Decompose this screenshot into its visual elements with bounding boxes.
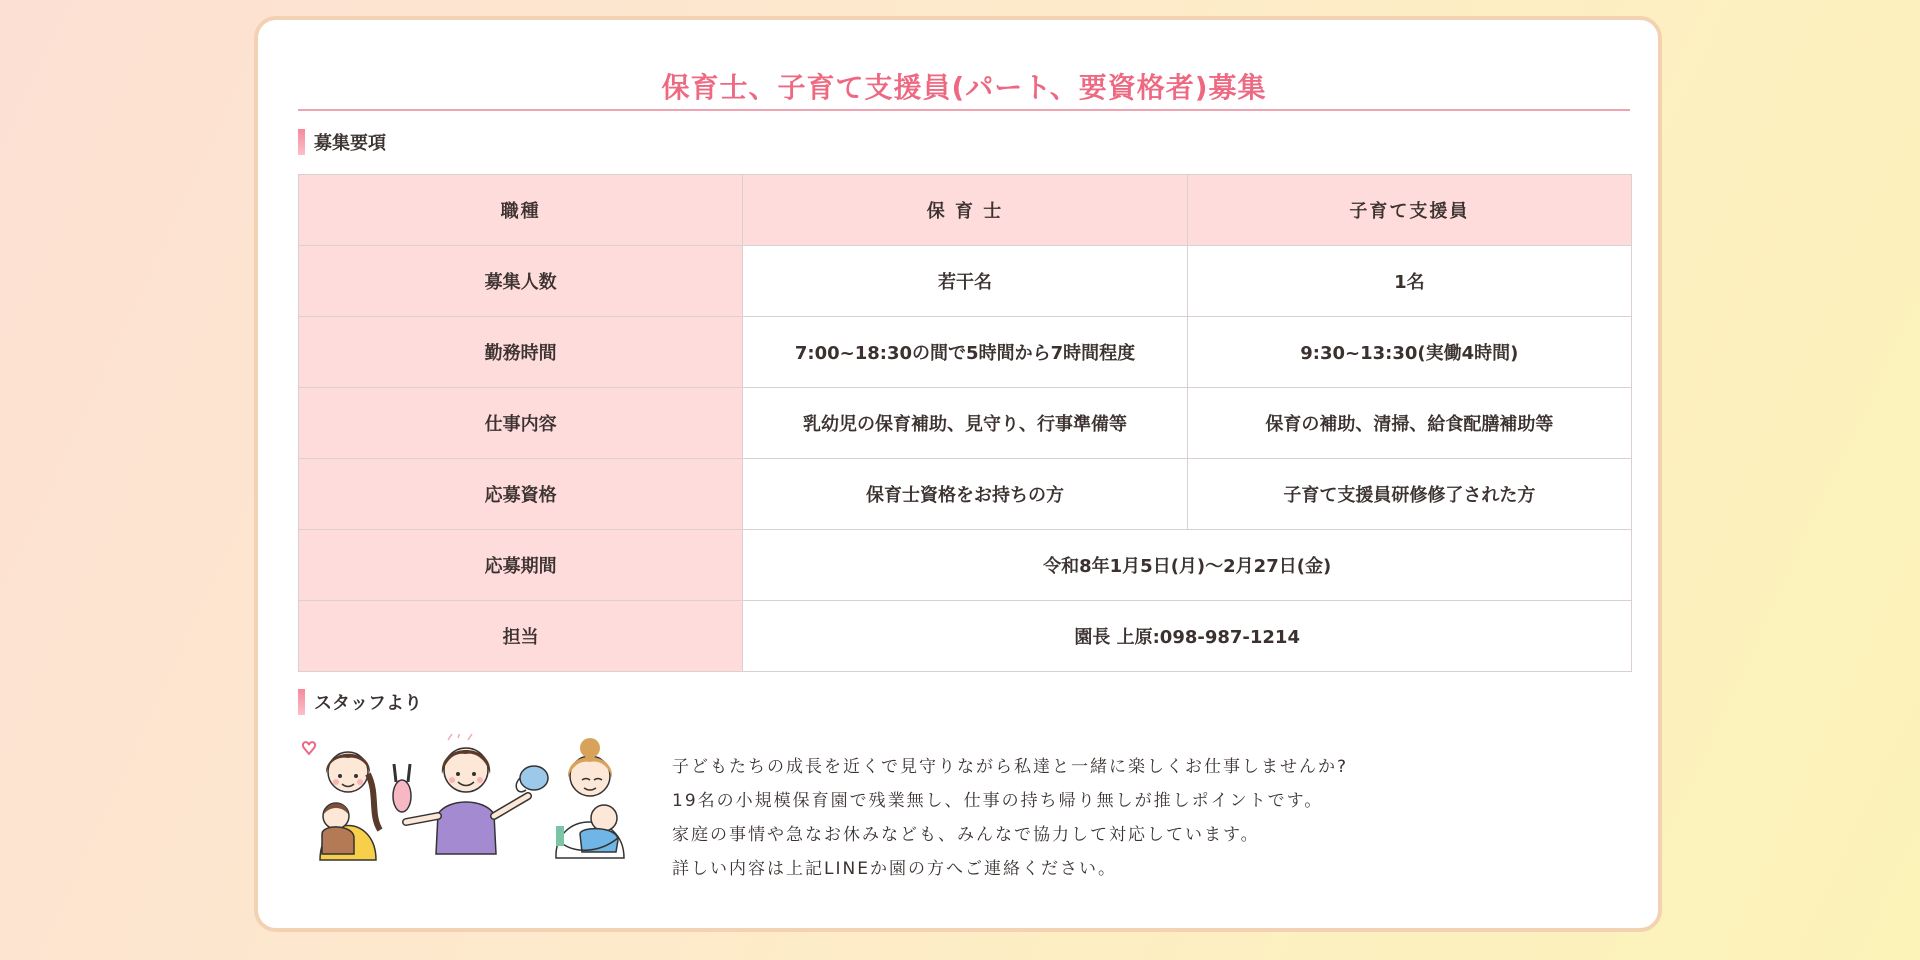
table-header-row: [299, 175, 1632, 246]
table-row: [299, 246, 1632, 317]
table-row: [299, 388, 1632, 459]
page-title: 保育士、子育て支援員(パート、要資格者)募集: [661, 71, 1267, 104]
table-header-cell: 保 育 士: [743, 175, 1187, 246]
mother-with-baby: [556, 738, 624, 858]
contact-cell: 園長 上原:098-987-1214: [743, 601, 1632, 672]
table-row: [299, 459, 1632, 530]
section-heading-label: スタッフより: [314, 693, 422, 714]
message-line: 19名の小規模保育園で残業無し、仕事の持ち帰り無しが推しポイントです。: [672, 791, 1324, 811]
title-divider: [298, 109, 1630, 111]
message-line: 家庭の事情や急なお休みなども、みんなで協力して対応しています。: [672, 825, 1260, 845]
heading-accent-bar: [298, 129, 305, 155]
row-label: 応募期間: [299, 530, 743, 601]
row-label: 募集人数: [299, 246, 743, 317]
table-cell: 保育の補助、清掃、給食配膳補助等: [1187, 388, 1631, 459]
heart-icon: [303, 742, 315, 754]
woman-with-puppets: [393, 734, 548, 854]
row-label: 仕事内容: [299, 388, 743, 459]
table-row: [299, 601, 1632, 672]
staff-message: [672, 750, 1348, 886]
message-line: 詳しい内容は上記LINEか園の方へご連絡ください。: [672, 859, 1117, 879]
section-heading-requirements: [298, 128, 386, 156]
table-cell: 保育士資格をお持ちの方: [743, 459, 1187, 530]
row-label: 応募資格: [299, 459, 743, 530]
staff-illustration: [298, 734, 638, 884]
table-header-cell: 職種: [299, 175, 743, 246]
table-cell: 子育て支援員研修修了された方: [1187, 459, 1631, 530]
table-cell: 7:00~18:30の間で5時間から7時間程度: [743, 317, 1187, 388]
table-row: [299, 317, 1632, 388]
heading-accent-bar: [298, 689, 305, 715]
table-cell: 1名: [1187, 246, 1631, 317]
section-heading-staff: [298, 688, 422, 716]
recruitment-card: [254, 16, 1662, 932]
woman-holding-baby: [320, 752, 380, 860]
requirements-table: [298, 174, 1632, 672]
message-line: 子どもたちの成長を近くで見守りながら私達と一緒に楽しくお仕事しませんか?: [672, 757, 1349, 777]
table-cell: 令和8年1月5日(月)〜2月27日(金): [743, 530, 1632, 601]
section-heading-label: 募集要項: [314, 133, 386, 154]
staff-section: [298, 734, 1632, 884]
table-cell: 若干名: [743, 246, 1187, 317]
row-label: 担当: [299, 601, 743, 672]
table-row: [299, 530, 1632, 601]
table-cell: 乳幼児の保育補助、見守り、行事準備等: [743, 388, 1187, 459]
table-cell: 9:30~13:30(実働4時間): [1187, 317, 1631, 388]
table-header-cell: 子育て支援員: [1187, 175, 1631, 246]
row-label: 勤務時間: [299, 317, 743, 388]
